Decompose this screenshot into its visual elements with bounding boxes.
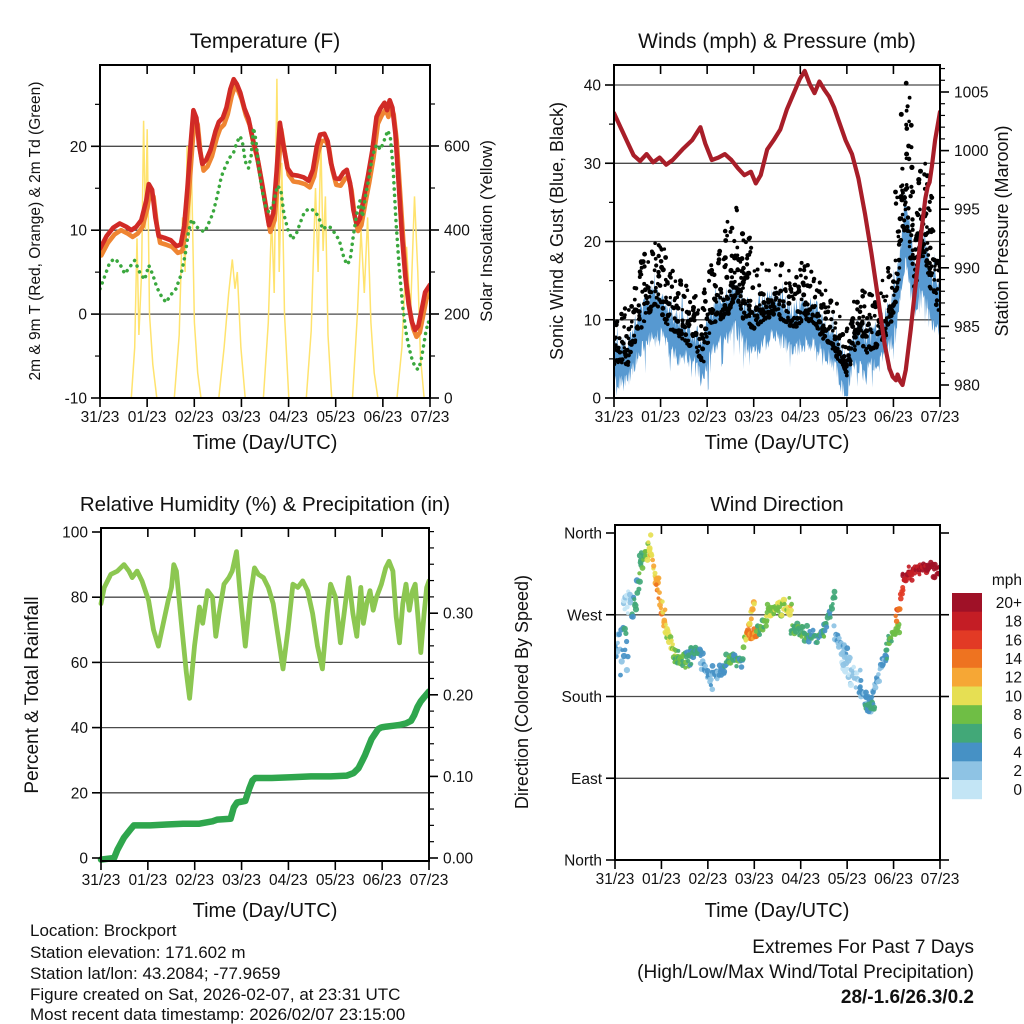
x-tick-label: 07/23	[409, 872, 449, 889]
extremes-subtitle: (High/Low/Max Wind/Total Precipitation)	[637, 962, 974, 983]
x-tick-label: 07/23	[920, 409, 960, 426]
footer-location: Location: Brockport	[30, 921, 177, 940]
temperature-title: Temperature (F)	[189, 30, 341, 53]
x-tick-label: 03/23	[734, 871, 774, 888]
colorbar-label: 4	[1013, 744, 1022, 762]
colorbar-label: 0	[1013, 781, 1022, 799]
colorbar-label: 8	[1013, 707, 1022, 725]
y-tick-label: 10	[69, 222, 87, 240]
y-tick-label-right: 980	[954, 377, 980, 395]
y-tick-label-right: 1000	[954, 143, 989, 161]
winds-series	[612, 71, 943, 397]
temperature-series	[100, 79, 430, 398]
x-tick-label: 01/23	[128, 872, 168, 889]
wind-direction-dots	[612, 532, 942, 714]
footer-extremes	[637, 937, 974, 1008]
y-tick-label: 40	[70, 720, 88, 738]
footer-latlon: Station lat/lon: 43.2084; -77.9659	[30, 964, 281, 983]
colorbar-label: 20+	[995, 594, 1022, 612]
x-tick-label: 06/23	[874, 409, 913, 426]
speed-colorbar-title: mph	[991, 572, 1022, 589]
y-tick-label-right: 400	[444, 222, 470, 240]
y-tick-label-right: 200	[444, 306, 470, 324]
x-tick-label: 01/23	[127, 409, 167, 426]
colorbar-block	[952, 743, 982, 762]
colorbar-label: 18	[1004, 613, 1022, 631]
series-2m-dewpoint	[100, 128, 430, 370]
winds-frame	[584, 65, 989, 426]
y-tick-label-right: 600	[444, 138, 470, 156]
humidity-plot-area	[62, 525, 473, 890]
temperature-xlabel: Time (Day/UTC)	[192, 432, 338, 454]
wind-direction-title: Wind Direction	[710, 493, 844, 516]
x-tick-label: 06/23	[363, 409, 403, 426]
y-tick-label: 80	[70, 589, 88, 607]
temperature-plot-area	[65, 65, 471, 426]
series-station-pressure	[614, 71, 940, 385]
x-tick-label: 06/23	[362, 872, 402, 889]
wind-direction-plot-area	[561, 525, 959, 888]
footer-elevation: Station elevation: 171.602 m	[30, 943, 246, 962]
winds-gridlines	[614, 85, 940, 320]
x-tick-label: 05/23	[827, 409, 867, 426]
x-tick-label: 07/23	[410, 409, 450, 426]
x-tick-label: 05/23	[315, 872, 355, 889]
colorbar-label: 12	[1004, 669, 1022, 687]
y-tick-label-right: 0	[444, 390, 453, 408]
y-tick-label: North	[564, 852, 602, 870]
temperature-frame	[65, 65, 471, 426]
x-tick-label: 01/23	[641, 409, 680, 426]
panel-wind-direction	[512, 493, 1022, 922]
x-tick-label: 04/23	[780, 409, 820, 426]
footer-timestamp: Most recent data timestamp: 2026/02/07 23:15:00	[30, 1005, 406, 1024]
colorbar-block	[952, 593, 982, 612]
colorbar-block	[952, 612, 982, 631]
colorbar-block	[952, 761, 982, 780]
y-tick-label: 20	[583, 234, 601, 251]
x-tick-label: 03/23	[222, 872, 261, 889]
wind-direction-xlabel: Time (Day/UTC)	[704, 900, 850, 922]
humidity-ylabel-left: Percent & Total Rainfall	[22, 596, 43, 794]
extremes-title: Extremes For Past 7 Days	[752, 937, 974, 958]
humidity-xlabel: Time (Day/UTC)	[192, 900, 338, 922]
x-tick-label: 31/23	[594, 409, 634, 426]
footer-created: Figure created on Sat, 2026-02-07, at 23:31 UTC	[30, 985, 401, 1004]
y-tick-label: 0	[79, 850, 88, 868]
colorbar-label: 16	[1004, 632, 1022, 650]
y-tick-label: 60	[70, 654, 88, 672]
y-tick-label-right: 0.20	[443, 687, 474, 705]
y-tick-label: -10	[64, 390, 87, 408]
humidity-title: Relative Humidity (%) & Precipitation (in)	[79, 493, 451, 516]
winds-plot-area	[584, 65, 989, 426]
colorbar-label: 2	[1013, 763, 1022, 781]
winds-title: Winds (mph) & Pressure (mb)	[638, 30, 916, 53]
series-total-rainfall	[101, 692, 429, 860]
panel-temperature	[27, 30, 496, 454]
x-tick-label: 31/23	[595, 871, 635, 888]
x-tick-label: 03/23	[222, 409, 261, 426]
y-tick-label: South	[561, 689, 602, 707]
x-tick-label: 03/23	[734, 409, 774, 426]
y-tick-label: 0	[592, 390, 601, 408]
panel-humidity-precip	[22, 493, 474, 922]
y-tick-label: 10	[583, 312, 601, 330]
winds-ylabel-right: Station Pressure (Maroon)	[992, 125, 1012, 337]
extremes-value: 28/-1.6/26.3/0.2	[840, 987, 974, 1008]
y-tick-label: 30	[583, 155, 601, 173]
speed-colorbar	[952, 593, 1022, 799]
x-tick-label: 07/23	[920, 871, 960, 888]
x-tick-label: 02/23	[175, 872, 215, 889]
colorbar-block	[952, 687, 982, 706]
y-tick-label-right: 985	[954, 318, 980, 336]
y-tick-label-right: 990	[954, 260, 980, 278]
temperature-ylabel-left: 2m & 9m T (Red, Orange) & 2m Td (Green)	[27, 81, 44, 381]
x-tick-label: 06/23	[874, 871, 913, 888]
winds-xlabel: Time (Day/UTC)	[704, 432, 850, 454]
y-tick-label-right: 995	[954, 201, 980, 219]
x-tick-label: 05/23	[827, 871, 867, 888]
series-solar-insolation	[100, 79, 430, 398]
colorbar-block	[952, 724, 982, 743]
y-tick-label-right: 0.10	[443, 768, 474, 786]
y-tick-label: 100	[62, 524, 88, 542]
x-tick-label: 05/23	[316, 409, 356, 426]
series-relative-humidity	[101, 552, 429, 699]
x-tick-label: 04/23	[269, 872, 308, 889]
panel-winds-pressure	[547, 30, 1012, 454]
x-tick-label: 31/23	[81, 872, 121, 889]
y-tick-label: West	[566, 607, 602, 625]
y-tick-label: North	[564, 525, 602, 543]
colorbar-block	[952, 649, 982, 668]
colorbar-label: 10	[1004, 688, 1022, 706]
footer-station-info	[30, 921, 405, 1024]
x-tick-label: 04/23	[781, 871, 821, 888]
y-tick-label: 40	[583, 77, 601, 95]
x-tick-label: 31/23	[80, 409, 120, 426]
colorbar-block	[952, 705, 982, 724]
y-tick-label: 20	[69, 138, 87, 156]
x-tick-label: 04/23	[269, 409, 308, 426]
colorbar-block	[952, 630, 982, 649]
colorbar-label: 6	[1013, 725, 1022, 743]
wind-direction-frame	[561, 525, 959, 888]
winds-ylabel-left: Sonic Wind & Gust (Blue, Black)	[547, 101, 567, 361]
x-tick-label: 02/23	[687, 409, 727, 426]
y-tick-label-right: 0.30	[443, 605, 474, 623]
x-tick-label: 02/23	[688, 871, 728, 888]
temperature-ylabel-right: Solar Insolation (Yellow)	[477, 140, 496, 322]
y-tick-label: East	[570, 770, 602, 788]
y-tick-label-right: 1005	[954, 84, 989, 102]
x-tick-label: 01/23	[642, 871, 681, 888]
y-tick-label: 20	[70, 785, 88, 803]
colorbar-block	[952, 668, 982, 687]
wind-direction-ylabel: Direction (Colored By Speed)	[512, 574, 532, 810]
y-tick-label-right: 0.00	[443, 850, 474, 868]
humidity-gridlines	[101, 597, 429, 793]
y-tick-label: 0	[78, 306, 87, 324]
colorbar-label: 14	[1004, 651, 1022, 668]
colorbar-block	[952, 780, 982, 799]
x-tick-label: 02/23	[174, 409, 214, 426]
